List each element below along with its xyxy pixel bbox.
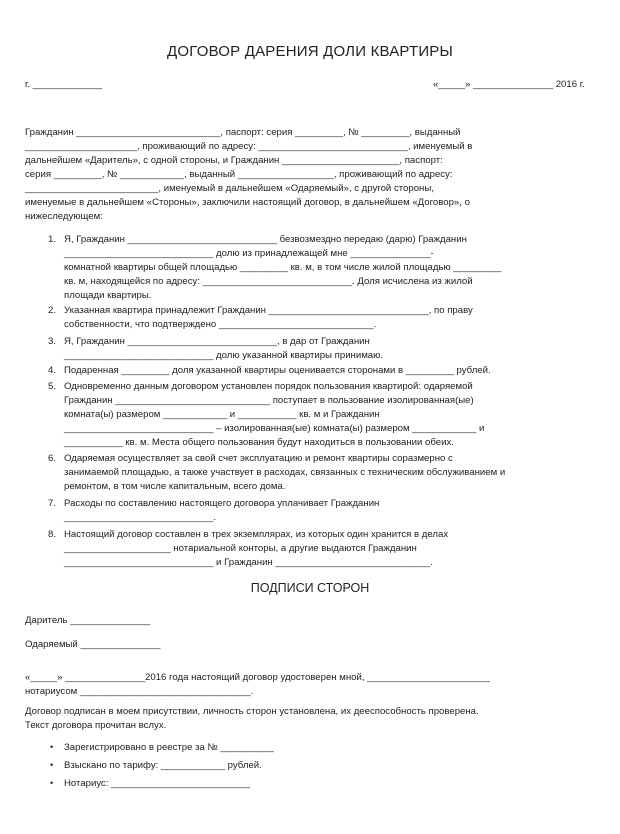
clause-line: занимаемой площадью, а также участвует в расходах, связанных с техническим обслуживанием и <box>64 467 506 478</box>
clause-line: Указанная квартира принадлежит Гражданин ______________________________, по праву <box>64 305 473 316</box>
bullet-item: Нотариус: __________________________ <box>64 778 250 789</box>
clause-line: Настоящий договор составлен в трех экземплярах, из которых один хранится в делах <box>64 529 449 540</box>
clause-number: 5. <box>48 381 57 392</box>
intro-line: именуемые в дальнейшем «Стороны», заключили настоящий договор, в дальнейшем «Договор», о <box>25 197 470 208</box>
clause-number: 7. <box>48 498 57 509</box>
document-title: ДОГОВОР ДАРЕНИЯ ДОЛИ КВАРТИРЫ <box>167 43 453 60</box>
closing-line: Текст договора прочитан вслух. <box>25 720 167 731</box>
bullet-icon: • <box>50 742 54 752</box>
city-line: г. _____________ <box>25 79 103 90</box>
clause-line: Гражданин _____________________________ поступает в пользование изолированная(ые) <box>64 395 474 406</box>
clause-number: 4. <box>48 365 57 376</box>
clause-line: ремонтом, в том числе капитальным, всего дома. <box>64 481 286 492</box>
clause-line: Одаряемая осуществляет за свой счет эксплуатацию и ремонт квартиры соразмерно с <box>64 453 453 464</box>
clause-line: Одновременно данным договором установлен порядок пользования квартирой: одаряемой <box>64 381 473 392</box>
intro-line: дальнейшем «Даритель», с одной стороны, и Гражданин ______________________, паспорт: <box>25 155 443 166</box>
clause-line: Расходы по составлению настоящего договора уплачивает Гражданин <box>64 498 380 509</box>
clause-line: комната(ы) размером ____________ и ___________ кв. м и Гражданин <box>64 409 380 420</box>
closing-line: Договор подписан в моем присутствии, личность сторон установлена, их дееспособность проверена. <box>25 706 479 717</box>
bullet-icon: • <box>50 778 54 788</box>
clause-number: 6. <box>48 453 57 464</box>
bullet-item: Зарегистрировано в реестре за № __________ <box>64 742 274 753</box>
clause-line: Я, Гражданин ____________________________, в дар от Гражданин <box>64 336 370 347</box>
signatures-title: ПОДПИСИ СТОРОН <box>250 581 370 595</box>
clause-line: площади квартиры. <box>64 290 152 301</box>
clause-line: ____________________________ – изолированная(ые) комната(ы) размером ____________ и <box>64 423 485 434</box>
clause-line: комнатной квартиры общей площадью _________ кв. м, в том числе жилой площадью _________ <box>64 262 502 273</box>
clause-line: Я, Гражданин ____________________________ безвозмездно передаю (дарю) Гражданин <box>64 234 467 245</box>
clause-line: ____________________________ долю из принадлежащей мне _______________- <box>64 248 434 259</box>
clause-number: 2. <box>48 305 57 316</box>
clause-line: Подаренная _________ доля указанной квартиры оценивается сторонами в _________ рублей. <box>64 365 491 376</box>
clause-line: ___________ кв. м. Места общего пользования будут находиться в пользовании обеих. <box>64 437 454 448</box>
notary-line: «_____» _______________2016 года настоящий договор удостоверен мной, _______________________ <box>25 672 490 683</box>
clause-line: ____________________________ долю указанной квартиры принимаю. <box>64 350 384 361</box>
clause-line: кв. м, находящейся по адресу: ____________________________. Доля исчислена из жилой <box>64 276 473 287</box>
intro-line: Гражданин ___________________________, паспорт: серия _________, № _________, выданный <box>25 127 461 138</box>
intro-line: нижеследующем: <box>25 211 103 222</box>
clause-number: 8. <box>48 529 57 540</box>
bullet-icon: • <box>50 760 54 770</box>
clause-number: 1. <box>48 234 57 245</box>
clause-line: ____________________________. <box>64 512 217 523</box>
notary-line: нотариусом ________________________________. <box>25 686 254 697</box>
clause-line: собственности, что подтверждено _____________________________. <box>64 319 377 330</box>
clause-number: 3. <box>48 336 57 347</box>
intro-line: серия _________, № ____________, выданный __________________, проживающий по адресу: <box>25 169 453 180</box>
intro-line: _____________________, проживающий по адресу: ____________________________, именуемый в <box>25 141 473 152</box>
bullet-item: Взыскано по тарифу: ____________ рублей. <box>64 760 262 771</box>
donor-signature: Даритель _______________ <box>25 615 151 626</box>
recipient-signature: Одаряемый _______________ <box>25 639 161 650</box>
date-line: «_____» _______________ 2016 г. <box>433 79 585 90</box>
clause-line: ____________________________ и Гражданин _____________________________. <box>64 557 433 568</box>
clause-line: ____________________ нотариальной конторы, а другие выдаются Гражданин <box>64 543 417 554</box>
intro-line: _________________________, именуемый в дальнейшем «Одаряемый», с другой стороны, <box>25 183 434 194</box>
